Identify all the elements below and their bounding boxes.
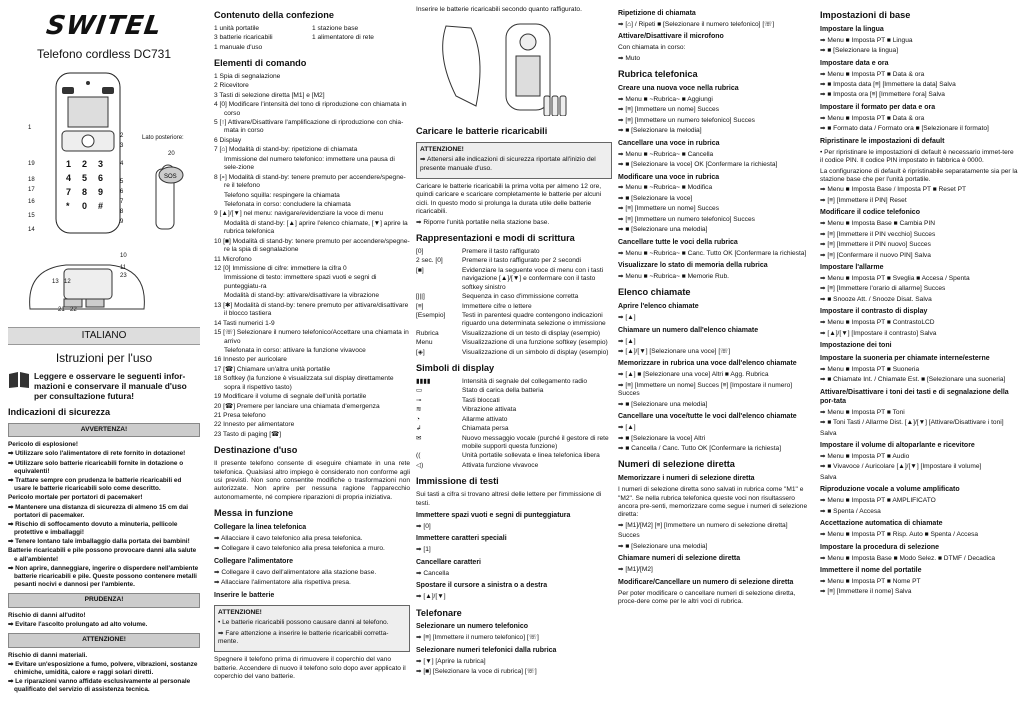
- language-step: ➡ Menu ■ Imposta PT ■ Lingua: [820, 36, 913, 44]
- sos-button-icon: [156, 165, 186, 185]
- column-1: [8, 6, 200, 722]
- reset-text: • Per ripristinare le impostazioni di default è necessario immet-tere il codice PIN. Il codice PIN impostato in fabbrica è 0000.: [820, 148, 1014, 165]
- display-symbol-description: Nuovo messaggio vocale (purché il gestore di rete mobile supporti questa funzione): [462, 434, 609, 450]
- control-item: 16 Innesto per auricolare: [214, 356, 287, 364]
- callout-11: 11: [120, 264, 127, 271]
- manual-subtitle: Istruzioni per l'uso: [55, 351, 153, 366]
- book-dial-step: ➡ [▼] [Aprire la rubrica]: [416, 657, 486, 665]
- dial-step: ➡ [≡] [Immettere il numero telefonico] [☏]: [416, 634, 539, 642]
- direct-call-subheading: Chiamare numeri di selezione diretta: [618, 555, 741, 563]
- language-banner: ITALIANO: [8, 327, 200, 346]
- delete-entry-subheading: Cancellare una voce in rubrica: [618, 139, 720, 147]
- cursor-subheading: Spostare il cursore a sinistra o a destra: [416, 582, 548, 590]
- caution-item: Rischio di danni all'udito!: [8, 611, 86, 619]
- notation-description: Premere il tasto raffigurato per 2 secondi: [462, 257, 581, 265]
- edit-entry-subheading: Modificare una voce in rubrica: [618, 173, 720, 181]
- control-item: Modalità di stand-by: [▲] aprire l'elenco chiamate, [▼] aprire la rubrica telefonica: [224, 219, 408, 236]
- purpose-text: Il presente telefono consente di eseguire chiamate in una rete telefonica. Qualsiasi altro impiego è considerato non conforme agli usi previsti. Non sono consentite modifiche o trasformazioni non autorizzate. Non aprire per nessuna ragione l'apparecchio autonomamente, né compiere riparazioni di propria iniziativa.: [214, 460, 410, 501]
- charge-heading: Caricare le batterie ricaricabili: [416, 125, 548, 136]
- notation-table: [416, 248, 612, 357]
- cursor-step: ➡ [▲]/[▼]: [416, 593, 446, 601]
- setup-heading: Messa in funzione: [214, 508, 294, 519]
- safety-item: ➡ Utilizzare solo batterie ricaricabili fornite in dotazione o equivalenti!: [8, 459, 184, 475]
- attention-item: Rischio di danni materiali.: [8, 651, 88, 659]
- display-symbol-icon: ▭: [416, 387, 423, 395]
- callout-10: 10: [120, 252, 127, 259]
- safety-heading: Indicazioni di sicurezza: [8, 407, 111, 418]
- notation-symbol: [|||]: [416, 293, 425, 301]
- dial-mode-step: ➡ Menu ■ Imposta Base ■ Modo Selez. ■ DTMF / Decadica: [820, 554, 996, 562]
- settings-heading: Impostazioni di base: [820, 10, 911, 20]
- direct-store-text: I numeri di selezione diretta sono salvati in rubrica come "M1" e "M2". Se nella rubrica telefonica queste voci non risultassero ancora pre-senti, memorizzare come segue i numeri di selezione diretta:: [618, 486, 808, 519]
- power-subheading: Collegare l'alimentatore: [214, 557, 294, 565]
- control-item: 5 [↑] Attivare/Disattivare l'amplificazione di riproduzione con chia-mata in corso: [214, 119, 404, 135]
- svg-text:1: 1: [66, 158, 72, 169]
- call-from-list-step: ➡ [▲]/[▼] [Selezionare una voce] [☏]: [618, 347, 731, 355]
- contents-item: [312, 44, 410, 52]
- edit-entry-step: ➡ [≡] [Immettere un nome] Succes: [618, 205, 719, 213]
- safety-list-1: [8, 441, 200, 589]
- keytone-subheading: Attivare/Disattivare i toni dei tasti e di segnalazione della por-tata: [820, 388, 1009, 405]
- amplified-step: ➡ Menu ■ Imposta PT ■ AMPLIFICATO: [820, 497, 936, 505]
- pin-step: ➡ [≡] [Immettere il PIN nuovo] Succes: [820, 241, 931, 249]
- alarm-subheading: Impostare l'allarme: [820, 263, 884, 271]
- handset-name-step: ➡ [≡] [Immettere il nome] Salva: [820, 588, 912, 596]
- control-item: 21 Presa telefono: [214, 412, 266, 420]
- column-4: [618, 6, 814, 722]
- format-step: ➡ ■ Formato data / Formato ora ■ [Selezionare il formato]: [820, 125, 989, 133]
- edit-entry-step: ➡ [≡] [Immettere un numero telefonico] Succes: [618, 215, 755, 223]
- contents-item: 1 stazione base: [312, 24, 359, 32]
- charge-note: [416, 142, 612, 179]
- notation-description: Premere il tasto raffigurato: [462, 247, 540, 255]
- redial-step: ➡ [⌂] / Ripeti ■ [Selezionare il numero telefonico] [☏]: [618, 20, 775, 28]
- notation-symbol: [≡]: [416, 302, 424, 310]
- call-from-list-step: ➡ [▲]: [618, 337, 636, 345]
- contents-heading: Contenuto della confezione: [214, 10, 334, 20]
- warning-box: AVVERTENZA!: [8, 423, 200, 437]
- battery-insertion-illustration: [416, 16, 612, 116]
- open-list-step: ➡ [▲]: [618, 314, 636, 322]
- control-item: 4 [0] Modificare l'intensità del tono di riproduzione con chiamata in corso: [214, 101, 407, 117]
- callout-16: 16: [28, 198, 35, 205]
- charge-step: ➡ Riporre l'unità portatile nella stazione base.: [416, 218, 550, 226]
- delete-step: ➡ Cancella: [416, 569, 450, 577]
- ringtone-step: ➡ ■ Chiamate Int. / Chiamate Est. ■ [Selezionare una suoneria]: [820, 376, 1006, 384]
- safety-item: Pericolo mortale per portatori di pacemaker!: [8, 494, 143, 502]
- notation-description: Sequenza in caso d'immissione corretta: [462, 293, 579, 301]
- callout-2: 2: [120, 132, 124, 139]
- safety-item: ➡ Non aprire, danneggiare, ingerire o disperdere nell'ambiente batterie ricaricabili e pile. Queste possono contenere metalli pesanti nocivi e dannosi per l'ambiente.: [8, 564, 199, 589]
- text-input-text: Sui tasti a cifra si trovano altresì delle lettere per l'immissione di testi.: [416, 491, 602, 507]
- control-item: 7 [⌂] Modalità di stand-by: ripetizione di chiamata: [214, 146, 358, 154]
- phone-heading: Telefonare: [416, 607, 462, 618]
- delete-subheading: Cancellare caratteri: [416, 558, 481, 566]
- book-icon: [8, 371, 30, 389]
- line-step: ➡ Collegare il cavo telefonico alla presa telefonica a muro.: [214, 545, 385, 553]
- new-entry-subheading: Creare una nuova voce nella rubrica: [618, 84, 739, 92]
- volume-step: Salva: [820, 473, 837, 481]
- notation-symbol: [◈]: [416, 348, 425, 356]
- new-entry-step: ➡ [≡] [Immettere un numero telefonico] Succes: [618, 116, 755, 124]
- edit-entry-step: ➡ ■ [Selezionare una melodia]: [618, 226, 708, 234]
- keytone-step: ➡ Menu ■ Imposta PT ■ Toni: [820, 408, 905, 416]
- display-symbol-description: Vibrazione attivata: [462, 406, 517, 414]
- alarm-step: ➡ Menu ■ Imposta PT ■ Sveglia ■ Accesa / Spenta: [820, 274, 970, 282]
- date-subheading: Impostare data e ora: [820, 59, 889, 67]
- volume-step: ➡ ■ Vivavoce / Auricolare [▲]/[▼] [Impostare il volume]: [820, 463, 982, 471]
- edit-entry-step: ➡ ■ [Selezionare la voce]: [618, 194, 693, 202]
- notation-description: Visualizzazione di un testo di display (esempio): [462, 329, 601, 337]
- pin-subheading: Modificare il codice telefonico: [820, 209, 920, 217]
- display-symbol-description: Unità portatile sollevata e linea telefonica libera: [462, 452, 600, 460]
- text-input-heading: Immissione di testi: [416, 476, 499, 487]
- edit-entry-step: ➡ Menu ■ ~Rubrica~ ■ Modifica: [618, 184, 713, 192]
- callout-20: 20: [168, 150, 175, 157]
- delete-from-list-step: ➡ ■ [Selezionare la voce] Altri: [618, 434, 706, 442]
- line-step: ➡ Allacciare il cavo telefonico alla presa telefonica.: [214, 535, 363, 543]
- pin-step: ➡ Menu ■ Imposta Base ■ Cambia PIN: [820, 220, 936, 228]
- format-subheading: Impostare il formato per data e ora: [820, 103, 936, 111]
- store-from-list-step: ➡ [≡] [Immettere un nome] Succes [≡] [Impostare il numero] Succes: [618, 381, 793, 398]
- notation-description: Immettere cifre o lettere: [462, 302, 532, 310]
- direct-call-step: ➡ [M1]/[M2]: [618, 566, 653, 574]
- column-2: [214, 6, 410, 722]
- rear-side-label: Lato posteriore:: [142, 134, 184, 141]
- control-item: Immissione di testo: immettere spazi vuoti e segni di punteggiatu-ra: [224, 274, 377, 290]
- control-item: 23 Tasto di paging [☎]: [214, 430, 282, 438]
- callout-5: 5: [120, 178, 124, 185]
- notation-symbol: [Esempio]: [416, 311, 446, 319]
- display-symbol-description: Tasti bloccati: [462, 396, 500, 404]
- battery-note-title: ATTENZIONE!: [218, 608, 262, 616]
- spaces-step: ➡ [0]: [416, 522, 431, 530]
- control-item: 9 [▲]/[▼] nel menu: navigare/evidenziare la voce di menu: [214, 210, 384, 218]
- spaces-subheading: Immettere spazi vuoti e segni di punteggiatura: [416, 511, 571, 519]
- controls-list: [214, 73, 410, 440]
- callout-15: 15: [28, 212, 35, 219]
- direct-dial-heading: Numeri di selezione diretta: [618, 459, 735, 470]
- date-step: ➡ ■ Imposta ora [≡] [Immettere l'ora] Salva: [820, 91, 945, 99]
- delete-from-list-subheading: Cancellare una voce/tutte le voci dall'elenco chiamate: [618, 413, 797, 421]
- callout-1: 1: [28, 124, 32, 131]
- new-entry-step: ➡ Menu ■ ~Rubrica~ ■ Aggiungi: [618, 95, 713, 103]
- pin-step: ➡ [≡] [Confermare il nuovo PIN] Salva: [820, 251, 931, 259]
- language-step: ➡ ■ [Selezionare la lingua]: [820, 47, 899, 55]
- svg-text:5: 5: [82, 172, 88, 183]
- amplified-step: ➡ ■ Spenta / Accesa: [820, 507, 881, 515]
- svg-text:9: 9: [98, 186, 104, 197]
- notation-description: Testi in parentesi quadre contengono indicazioni riguardo una determinata selezione o immissione: [462, 311, 606, 328]
- notation-symbol: [■]: [416, 266, 424, 274]
- svg-text:SOS: SOS: [164, 173, 177, 180]
- control-item: 2 Ricevitore: [214, 82, 249, 90]
- battery-note: [214, 605, 410, 653]
- direct-store-subheading: Memorizzare i numeri di selezione diretta: [618, 475, 755, 483]
- safety-item: ➡ Mantenere una distanza di sicurezza di almeno 15 cm dai portatori di pacemaker.: [8, 503, 189, 519]
- new-entry-step: ➡ [≡] [Immettere un nome] Succes: [618, 106, 719, 114]
- safety-item: Batterie ricaricabili e pile possono provocare danni alla salute e all'ambiente!: [8, 547, 197, 563]
- charge-note-title: ATTENZIONE!: [420, 145, 464, 153]
- svg-text:7: 7: [66, 186, 72, 197]
- notation-symbol: [0]: [416, 247, 424, 255]
- control-item: 19 Modificare il volume di segnale dell'unità portatile: [214, 393, 367, 401]
- notation-description: Visualizzazione di un simbolo di display (esempio): [462, 348, 609, 356]
- control-item: 10 [■] Modalità di stand-by: tenere premuto per accendere/spegne-re la spia di segnalazione: [214, 237, 410, 254]
- control-item: 1 Spia di segnalazione: [214, 72, 281, 80]
- callout-13: 13: [52, 278, 59, 285]
- display-symbols-heading: Simboli di display: [416, 363, 495, 374]
- charge-note-text: ➡ Attenersi alle indicazioni di sicurezza riportate all'inizio del presente manuale d'uso.: [420, 156, 596, 172]
- callout-6: 6: [120, 188, 124, 195]
- contents-row: [214, 34, 410, 42]
- caution-item: ➡ Evitare l'ascolto prolungato ad alto volume.: [8, 621, 148, 629]
- control-item: 3 Tasti di selezione diretta [M1] e [M2]: [214, 91, 325, 99]
- dial-mode-subheading: Impostare la procedura di selezione: [820, 543, 940, 551]
- date-step: ➡ Menu ■ Imposta PT ■ Data & ora: [820, 70, 925, 78]
- attention-item: ➡ Evitare un'esposizione a fumo, polvere, vibrazioni, sostanze chimiche, umidità, calore e raggi solari diretti.: [8, 660, 198, 677]
- direct-change-text: Per poter modificare o cancellare numeri di selezione diretta, proce-dere come per le altri voci di rubrica.: [618, 589, 796, 605]
- direct-store-step: ➡ ■ [Selezionare una melodia]: [618, 542, 708, 550]
- display-symbol-icon: ↲: [416, 425, 422, 433]
- charge-text: Caricare le batterie ricaricabili la prima volta per almeno 12 ore, quindi caricare e scaricare completamente le batterie per alcuni cicli. In questo modo si prolunga la durata utile delle batterie ricaricabili.: [416, 182, 602, 216]
- contents-item: 1 manuale d'uso: [214, 43, 263, 51]
- store-from-list-step: ➡ [▲] ■ [Selezionare una voce] Altri ■ Agg. Rubrica: [618, 371, 769, 379]
- display-symbol-icon: ◁): [416, 461, 424, 469]
- special-subheading: Immettere caratteri speciali: [416, 535, 507, 543]
- redial-subheading: Ripetizione di chiamata: [618, 10, 696, 17]
- reset-step: ➡ [≡] [Immettere il PIN] Reset: [820, 196, 907, 204]
- display-symbol-description: Intensità di segnale del collegamento radio: [462, 377, 587, 385]
- keytone-step: ➡ ■ Toni Tasti / Allarme Dist. [▲]/[▼] [Attivare/Disattivare i toni]: [820, 419, 1004, 427]
- reset-subheading: Ripristinare le impostazioni di default: [820, 137, 945, 145]
- display-symbol-description: Allarme attivato: [462, 415, 508, 423]
- control-item: 8 [⌕] Modalità di stand-by: tenere premuto per accendere/spegne-re il telefono: [214, 173, 406, 190]
- power-step: ➡ Collegare il cavo dell'alimentatore alla stazione base.: [214, 568, 377, 576]
- control-item: 14 Tasti numerici 1-9: [214, 319, 275, 327]
- notation-symbol: 2 sec. [0]: [416, 257, 443, 265]
- delete-entry-step: ➡ Menu ■ ~Rubrica~ ■ Cancella: [618, 150, 714, 158]
- special-step: ➡ [1]: [416, 546, 431, 554]
- display-symbol-description: Attivata funzione vivavoce: [462, 461, 539, 469]
- controls-heading: Elementi di comando: [214, 58, 307, 69]
- control-item: 13 [✱] Modalità di stand-by: tenere premuto per attivare/disattivare il blocco tastiera: [214, 301, 409, 318]
- memory-step: ➡ Menu ■ ~Rubrica~ ■ Memorie Rub.: [618, 273, 729, 280]
- contrast-step: ➡ Menu ■ Imposta PT ■ ContrastoLCD: [820, 319, 935, 327]
- safety-item: ➡ Utilizzare solo l'alimentatore di rete fornito in dotazione!: [8, 450, 186, 458]
- callout-17: 17: [28, 186, 35, 193]
- contents-row: [214, 25, 410, 33]
- new-entry-step: ➡ ■ [Selezionare la melodia]: [618, 127, 702, 135]
- callout-4: 4: [120, 160, 124, 167]
- contents-item: 1 unità portatile: [214, 24, 260, 32]
- alarm-step: ➡ ■ Snooze Att. / Snooze Disat. Salva: [820, 295, 932, 303]
- display-symbols-table: [416, 378, 612, 470]
- delete-from-list-step: ➡ ■ Cancella / Canc. Tutto OK [Confermare la richiesta]: [618, 444, 782, 452]
- line-subheading: Collegare la linea telefonica: [214, 524, 307, 532]
- caution-box: PRUDENZA!: [8, 593, 200, 607]
- display-symbol-description: Chiamata persa: [462, 425, 509, 433]
- svg-text:0: 0: [82, 200, 88, 211]
- store-from-list-subheading: Memorizzare in rubrica una voce dall'elenco chiamate: [618, 360, 797, 368]
- display-symbol-description: Stato di carica della batteria: [462, 387, 544, 395]
- attention-item: ➡ Le riparazioni vanno affidate esclusivamente al personale qualificato del servizio di assistenza tecnica.: [8, 678, 191, 694]
- direct-store-step: ➡ [M1]/[M2] [≡] [Immettere un numero di selezione diretta]: [618, 521, 788, 529]
- handset-illustration: [8, 69, 200, 319]
- safety-item: ➡ Trattare sempre con prudenza le batterie ricaricabili ed usare le batterie ricaricabili solo come descritto.: [8, 476, 182, 493]
- dial-subheading: Selezionare un numero telefonico: [416, 623, 529, 631]
- svg-text:4: 4: [66, 172, 72, 183]
- memory-subheading: Visualizzare lo stato di memoria della rubrica: [618, 262, 768, 270]
- format-step: ➡ Menu ■ Imposta PT ■ Data & ora: [820, 114, 925, 122]
- battery-note-item: ➡ Fare attenzione a inserire le batterie ricaricabili corretta-mente.: [218, 629, 389, 645]
- contents-row: [214, 44, 410, 52]
- readme-text: Leggere e osservare le seguenti infor-mazioni e conservare il manuale d'uso per consultazione futura!: [34, 370, 187, 401]
- book-dial-step: ➡ [■] [Selezionare la voce di rubrica] [☏]: [416, 668, 537, 676]
- svg-text:6: 6: [98, 172, 104, 183]
- attention-box: ATTENZIONE!: [8, 633, 200, 647]
- control-item: 17 [☎] Chiamare un'altra unità portatile: [214, 365, 331, 373]
- column-3: [416, 6, 612, 722]
- battery-text: Spegnere il telefono prima di rimuovere il coperchio del vano batterie. Accendere di nuovo il telefono solo dopo aver applicato il coperchio del vano batterie.: [214, 656, 406, 681]
- control-item: 15 [☏] Selezionare il numero telefonico/Accettare una chiamata in arrivo: [214, 329, 409, 345]
- display-symbol-icon: ✉: [416, 434, 422, 442]
- volume-step: ➡ Menu ■ Imposta PT ■ Audio: [820, 453, 910, 461]
- direct-store-step: Succes: [618, 532, 640, 540]
- display-symbol-icon: ≋: [416, 406, 422, 414]
- book-dial-subheading: Selezionare numeri telefonici dalla rubrica: [416, 646, 557, 654]
- tones-subheading: Impostazione dei toni: [820, 342, 892, 350]
- power-step: ➡ Allacciare l'alimentatore alla rispettiva presa.: [214, 579, 351, 587]
- call-list-heading: Elenco chiamate: [618, 287, 691, 298]
- battery-note-item: • Le batterie ricaricabili possono causare danni al telefono.: [218, 619, 389, 627]
- svg-text:#: #: [98, 200, 104, 211]
- callout-7: 7: [120, 198, 124, 205]
- contents-item: 1 alimentatore di rete: [312, 34, 374, 42]
- volume-subheading: Impostare il volume di altoparlante e ricevitore: [820, 442, 975, 450]
- amplified-subheading: Riproduzione vocale a volume amplificato: [820, 486, 960, 494]
- callout-21: 21: [58, 306, 65, 313]
- store-from-list-step: ➡ ■ [Selezionare una melodia]: [618, 400, 708, 408]
- control-item: Immissione del numero telefonico: immettere una pausa di sele-zione: [224, 155, 395, 172]
- pin-step: ➡ [≡] [Immettere il PIN vecchio] Succes: [820, 230, 936, 238]
- auto-answer-subheading: Accettazione automatica di chiamate: [820, 520, 943, 528]
- column-5: [820, 6, 1018, 722]
- delete-all-subheading: Cancellare tutte le voci della rubrica: [618, 238, 738, 246]
- battery-subheading: Inserire le batterie: [214, 591, 275, 599]
- direct-change-subheading: Modificare/Cancellare un numero di selezione diretta: [618, 578, 794, 586]
- brand-logo: SWITEL: [44, 11, 164, 41]
- control-item: 6 Display: [214, 136, 242, 144]
- display-symbol-icon: ▮▮▮▮: [416, 377, 431, 385]
- reset-text: La configurazione di default è ripristinabile separatamente sia per la stazione base che per l'unità portatile.: [820, 167, 1018, 183]
- display-symbol-icon: ◔: [416, 415, 420, 423]
- purpose-heading: Destinazione d'uso: [214, 445, 298, 456]
- auto-answer-step: ➡ Menu ■ Imposta PT ■ Risp. Auto ■ Spenta / Accesa: [820, 531, 979, 539]
- contents-item: 3 batterie ricaricabili: [214, 34, 273, 42]
- callout-18: 18: [28, 176, 35, 183]
- svg-text:*: *: [66, 200, 70, 211]
- control-item: Telefonata in corso: attivare la funzione vivavoce: [224, 346, 366, 354]
- callout-23: 23: [120, 272, 127, 279]
- notation-symbol: Menu: [416, 339, 433, 347]
- date-step: ➡ ■ Imposta data [≡] [Immettere la data] Salva: [820, 80, 956, 88]
- control-item: Telefonata in corso: concludere la chiamata: [224, 200, 351, 208]
- mic-step: ➡ Muto: [618, 54, 641, 62]
- insert-text: Inserire le batterie ricaricabili secondo quanto raffigurato.: [416, 6, 582, 13]
- phonebook-heading: Rubrica telefonica: [618, 69, 698, 80]
- keytone-step: Salva: [820, 429, 837, 437]
- notation-heading: Rappresentazioni e modi di scrittura: [416, 233, 575, 244]
- open-list-subheading: Aprire l'elenco chiamate: [618, 303, 699, 311]
- model-title: Telefono cordless DC731: [36, 47, 172, 62]
- svg-text:8: 8: [82, 186, 88, 197]
- delete-from-list-step: ➡ [▲]: [618, 424, 636, 432]
- callout-9: 9: [120, 218, 124, 225]
- control-item: 22 Innesto per alimentatore: [214, 421, 295, 429]
- callout-12: 12: [64, 278, 71, 285]
- reset-step: ➡ Menu ■ Imposta Base / Imposta PT ■ Reset PT: [820, 186, 967, 194]
- control-item: 18 Softkey (la funzione è visualizzata sul display direttamente sopra il rispettivo tasto): [214, 375, 394, 391]
- control-item: Modalità di stand-by: attivare/disattivare la vibrazione: [224, 292, 380, 300]
- mic-text: Con chiamata in corso:: [618, 44, 686, 52]
- device-figure: [8, 69, 200, 319]
- control-item: 12 [0] Immissione di cifre: immettere la cifra 0: [214, 265, 347, 273]
- readme-note: [8, 371, 200, 401]
- mic-subheading: Attivare/Disattivare il microfono: [618, 33, 724, 41]
- svg-text:2: 2: [82, 158, 88, 169]
- delete-entry-step: ➡ ■ [Selezionare la voce] OK [Confermare la richiesta]: [618, 161, 778, 169]
- control-item: 20 [☎] Premere per lanciare una chiamata d'emergenza: [214, 402, 380, 410]
- safety-item: ➡ Rischio di soffocamento dovuto a minuteria, pellicole protettive e imballaggi!: [8, 520, 178, 537]
- svg-text:3: 3: [98, 158, 104, 169]
- notation-description: Visualizzazione di una funzione softkey (esempio): [462, 339, 608, 347]
- delete-all-step: ➡ Menu ■ ~Rubrica~ ■ Canc. Tutto OK [Confermare la richiesta]: [618, 249, 807, 257]
- display-symbol-icon: ⊸: [416, 396, 422, 404]
- contrast-subheading: Impostare il contrasto di display: [820, 308, 928, 316]
- callout-3: 3: [120, 142, 124, 149]
- call-from-list-subheading: Chiamare un numero dall'elenco chiamate: [618, 326, 759, 334]
- notation-description: Evidenziare la seguente voce di menu con i tasti navigazione [▲]/[▼] e confermare con il tasto softkey sinistro: [462, 266, 604, 291]
- callout-8: 8: [120, 208, 124, 215]
- handset-name-subheading: Immettere il nome del portatile: [820, 566, 922, 574]
- callout-22: 22: [70, 306, 77, 313]
- display-symbol-icon: ((: [416, 452, 421, 460]
- safety-item: ➡ Tenere lontano tale imballaggio dalla portata dei bambini!: [8, 538, 190, 546]
- control-item: 11 Microfono: [214, 255, 252, 263]
- contrast-step: ➡ [▲]/[▼] [Impostare il contrasto] Salva: [820, 329, 937, 337]
- safety-item: Pericolo di esplosione!: [8, 441, 78, 449]
- ringtone-subheading: Impostare la suoneria per chiamate interne/esterne: [820, 355, 990, 363]
- alarm-step: ➡ [≡] [Immettere l'orario di allarme] Succes: [820, 285, 946, 293]
- ringtone-step: ➡ Menu ■ Imposta PT ■ Suoneria: [820, 365, 920, 373]
- notation-symbol: Rubrica: [416, 329, 439, 337]
- control-item: Telefono squilla: respingere la chiamata: [224, 191, 340, 199]
- handset-name-step: ➡ Menu ■ Imposta PT ■ Nome PT: [820, 577, 921, 585]
- language-subheading: Impostare la lingua: [820, 25, 884, 33]
- callout-14: 14: [28, 226, 35, 233]
- callout-19: 19: [28, 160, 35, 167]
